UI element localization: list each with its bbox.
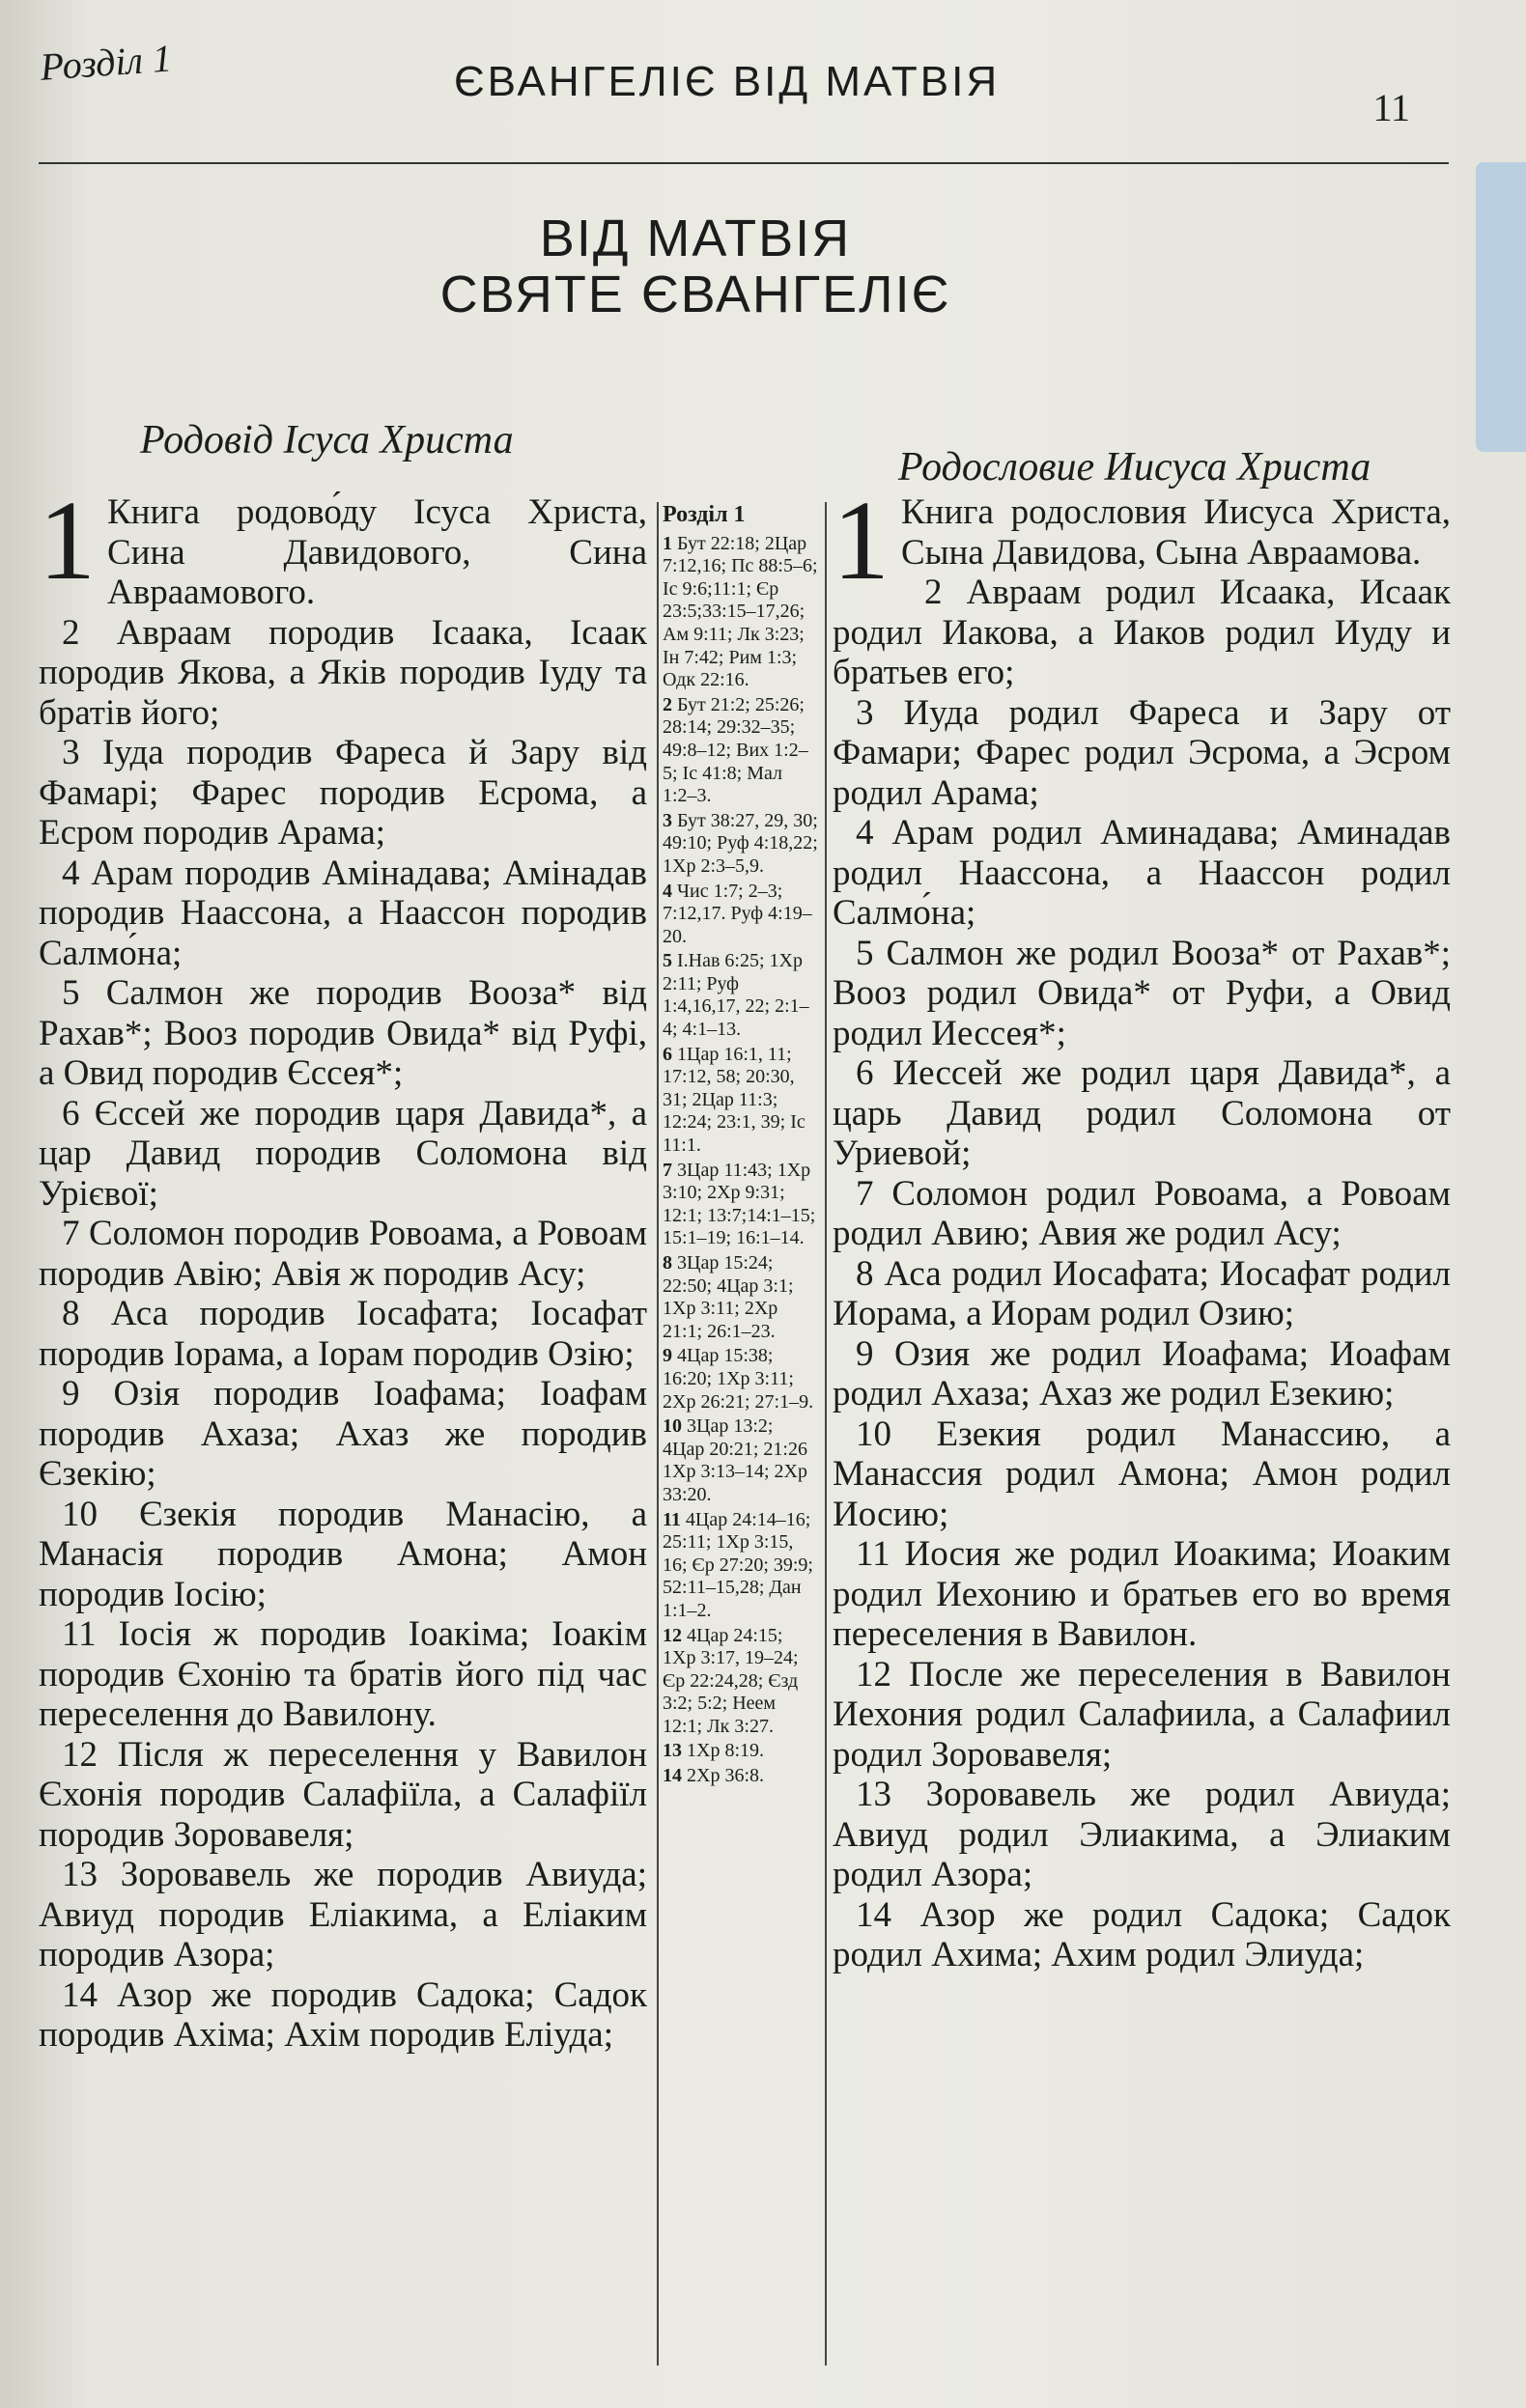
verse: 8 Аса породив Іосафата; Іосафат породив Іорама, а Іорам породив Озію; [39,1294,647,1374]
title-line-2: СВЯТЕ ЄВАНГЕЛІЄ [439,266,951,323]
verse: 3 Іуда породив Фареса й Зару від Фамарі; Фарес породив Есрома, а Есром породив Арама; [39,733,647,853]
verse: 6 Єссей же породив царя Давида*, а цар Давид породив Соломона від Урієвої; [39,1093,647,1214]
reference-item [663,1765,819,1788]
cross-references-column [663,504,819,1790]
reference-text: Чис 1:7; 2–3; 7:12,17. Руф 4:19–20. [663,880,812,947]
reference-item [663,950,819,1041]
reference-item [663,1345,819,1414]
reference-text: 3Цар 15:24; 22:50; 4Цар 3:1; 1Хр 3:11; 2Хр 21:1; 26:1–23. [663,1252,794,1342]
reference-text: Бут 38:27, 29, 30; 49:10; Руф 4:18,22; 1Хр 2:3–5,9. [663,809,818,877]
chapter-label: Розділ 1 [39,36,174,89]
reference-text: 3Цар 11:43; 1Хр 3:10; 2Хр 9:31; 12:1; 13:7;14:1–15; 15:1–19; 16:1–14. [663,1159,816,1249]
book-title: ЄВАНГЕЛІЄ ВІД МАТВІЯ [454,58,1001,105]
header-divider [39,162,1449,164]
verse: 13 Зоровавель же родил Авиуда; Авиуд родил Элиакима, а Элиаким родил Азора; [833,1775,1451,1894]
reference-verse-number: 12 [663,1624,682,1646]
reference-text: 3Цар 13:2; 4Цар 20:21; 21:26 1Хр 3:13–14; 2Хр 33:20. [663,1415,807,1505]
reference-item [663,881,819,949]
page-number: 11 [1372,86,1410,129]
reference-item [663,1625,819,1739]
verse: 5 Салмон же родил Вооза* от Рахав*; Вооз родил Овида* от Руфи, а Овид родил Иессея*; [833,933,1451,1053]
reference-item [663,1740,819,1763]
reference-item [663,1252,819,1343]
reference-text: 4Цар 15:38; 16:20; 1Хр 3:11; 2Хр 26:21; 27:1–9. [663,1345,814,1413]
reference-item [663,1044,819,1158]
ukrainian-text-column [39,477,647,2056]
verse: 2 Авраам родил Исаака, Исаак родил Иакова, а Иаков родил Иуду и братьев его; [833,573,1451,692]
verse: 9 Озия же родил Иоафама; Иоафам родил Ахаза; Ахаз же родил Езекию; [833,1333,1451,1414]
running-head [39,29,1449,164]
verse: 13 Зоровавель же породив Авиуда; Авиуд породив Еліакима, а Еліаким породив Азора; [39,1855,647,1974]
russian-section-heading: Родословие Иисуса Христа [898,445,1371,490]
page-tab-marker [1476,162,1526,452]
reference-verse-number: 14 [663,1765,682,1787]
reference-text: 1Хр 8:19. [687,1740,764,1762]
ukrainian-section-heading: Родовід Ісуса Христа [140,418,514,462]
reference-text: 4Цар 24:15; 1Хр 3:17, 19–24; Єр 22:24,28; Єзд 3:2; 5:2; Неем 12:1; Лк 3:27. [663,1624,799,1737]
verse: 12 После же переселения в Вавилон Иехония родил Салафиила, а Салафиил родил Зоровавеля; [833,1654,1451,1775]
title-line-1: ВІД МАТВІЯ [539,210,852,267]
reference-item [663,533,819,692]
verse: 3 Иуда родил Фареса и Зару от Фамари; Фарес родил Эсрома, а Эсром родил Арама; [833,692,1451,813]
verse: 5 Салмон же породив Вооза* від Рахав*; Вооз породив Овида* від Руфі, а Овид породив Єссея*; [39,973,647,1093]
reference-item [663,694,819,808]
reference-verse-number: 3 [663,809,672,831]
verse: 10 Єзекія породив Манасію, а Манасія породив Амона; Амон породив Іосію; [39,1494,647,1614]
verse: 4 Арам родил Аминадава; Аминадав родил Наассона, а Наассон родил Салмо́на; [833,813,1451,933]
reference-item [663,1509,819,1623]
russian-chapter-dropcap: 1 [833,477,890,603]
verse: 14 Азор же породив Садока; Садок породив Ахіма; Ахім породив Еліуда; [39,1974,647,2055]
verse: 9 Озія породив Іоафама; Іоафам породив Ахаза; Ахаз же породив Єзекію; [39,1374,647,1494]
references-heading: Розділ 1 [663,502,746,527]
verse: 4 Арам породив Амінадава; Амінадав породив Наассона, а Наассон породив Салмо́на; [39,853,647,973]
verse: 7 Соломон родил Ровоама, а Ровоам родил Авию; Авия же родил Асу; [833,1173,1451,1253]
gospel-title [328,210,1062,322]
reference-verse-number: 5 [663,950,672,972]
verse: 8 Аса родил Иосафата; Иосафат родил Иорама, а Иорам родил Озию; [833,1253,1451,1333]
verse: 7 Соломон породив Ровоама, а Ровоам породив Авію; Авія ж породив Асу; [39,1214,647,1294]
reference-text: 4Цар 24:14–16; 25:11; 1Хр 3:15, 16; Єр 27:20; 39:9; 52:11–15,28; Дан 1:1–2. [663,1508,813,1621]
reference-item [663,1160,819,1250]
reference-verse-number: 7 [663,1159,672,1181]
reference-text: 2Хр 36:8. [687,1765,764,1787]
reference-verse-number: 4 [663,880,672,902]
russian-text-column [833,477,1451,1975]
verse: 14 Азор же родил Садока; Садок родил Ахима; Ахим родил Элиуда; [833,1894,1451,1974]
references-divider-left [657,502,659,2366]
verse: Книга родово́ду Ісуса Христа, Сина Давидового, Сина Авраамового. [107,492,647,612]
reference-verse-number: 10 [663,1415,682,1438]
reference-verse-number: 6 [663,1043,672,1065]
reference-text: І.Нав 6:25; 1Хр 2:11; Руф 1:4,16,17, 22; 2:1–4; 4:1–13. [663,950,809,1041]
verse: 12 Після ж переселення у Вавилон Єхонія породив Салафіїла, а Салафіїл породив Зоровавеля; [39,1734,647,1855]
verse: 10 Езекия родил Манассию, а Манассия родил Амона; Амон родил Иосию; [833,1414,1451,1534]
reference-text: 1Цар 16:1, 11; 17:12, 58; 20:30, 31; 2Цар 11:3; 12:24; 23:1, 39; Іс 11:1. [663,1043,805,1157]
ukrainian-chapter-dropcap: 1 [39,477,96,603]
reference-verse-number: 2 [663,693,672,715]
verse: 11 Иосия же родил Иоакима; Иоаким родил Иехонию и братьев его во время переселения в Вавилон. [833,1534,1451,1654]
reference-verse-number: 13 [663,1740,682,1762]
reference-verse-number: 9 [663,1345,672,1367]
reference-item [663,1415,819,1506]
reference-verse-number: 11 [663,1508,681,1530]
references-divider-right [825,502,827,2366]
verse: 11 Іосія ж породив Іоакіма; Іоакім породив Єхонію та братів його під час переселення до Вавилону. [39,1614,647,1734]
verse: 2 Авраам породив Ісаака, Ісаак породив Якова, а Яків породив Іуду та братів його; [39,612,647,733]
verse: 6 Иессей же родил царя Давида*, а царь Давид родил Соломона от Уриевой; [833,1053,1451,1173]
reference-verse-number: 1 [663,532,672,554]
reference-text: Бут 22:18; 2Цар 7:12,16; Пс 88:5–6; Іс 9:6;11:1; Єр 23:5;33:15–17,26; Ам 9:11; Лк 3:23; Ін 7:42; Рим 1:3; Одк 22:16. [663,532,818,691]
reference-item [663,810,819,879]
verse: Книга родословия Иисуса Христа, Сына Давидова, Сына Авраамова. [901,492,1451,573]
reference-text: Бут 21:2; 25:26; 28:14; 29:32–35; 49:8–12; Вих 1:2–5; Іс 41:8; Мал 1:2–3. [663,693,808,807]
reference-verse-number: 8 [663,1252,672,1274]
references-list [663,533,819,1788]
